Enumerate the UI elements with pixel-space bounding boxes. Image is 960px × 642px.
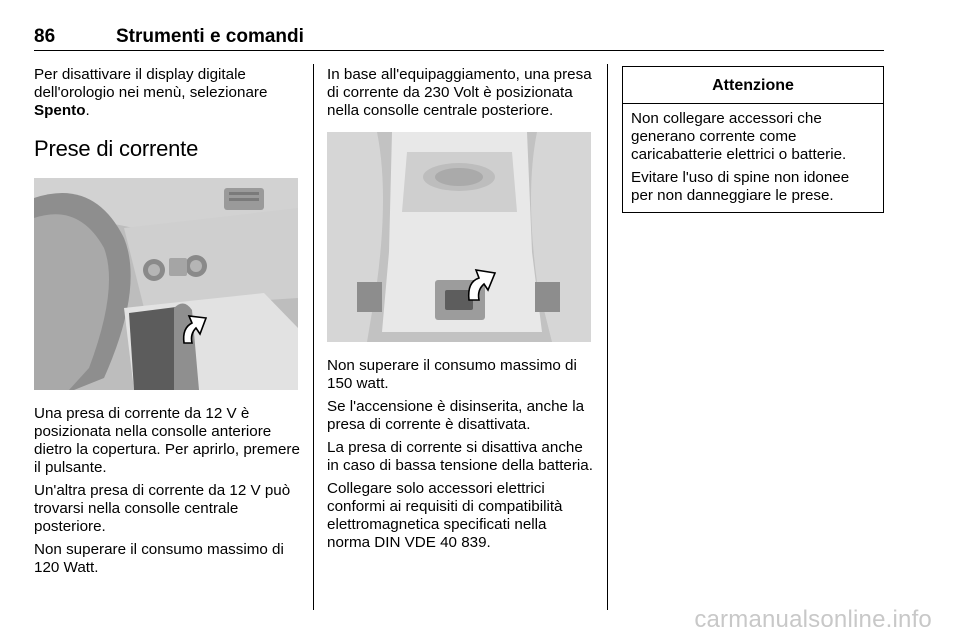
watermark: carmanualsonline.info bbox=[694, 606, 932, 633]
column-3 bbox=[622, 66, 884, 213]
intro-paragraph: Per disattivare il display digitale dell'orologio nei menù, selezionare Spento. bbox=[34, 66, 268, 119]
section-title: Strumenti e comandi bbox=[116, 26, 304, 47]
warning-paragraph: Evitare l'uso di spine non idonee per non danneggiare le prese. bbox=[631, 169, 850, 204]
column-1 bbox=[34, 66, 300, 582]
section-heading: Prese di corrente bbox=[34, 136, 199, 161]
column-divider bbox=[607, 64, 608, 610]
rear-console-socket-illustration bbox=[327, 132, 591, 342]
body-paragraph: Collegare solo accessori elettrici conformi ai requisiti di compatibilità elettromagnetica specificati nella norma DIN VDE 40 839. bbox=[327, 480, 563, 551]
front-console-figure bbox=[34, 178, 298, 390]
body-paragraph: Una presa di corrente da 12 V è posizionata nella consolle anteriore dietro la copertura. Per aprirlo, premere il pulsante. bbox=[34, 405, 300, 476]
warning-box bbox=[622, 66, 884, 213]
page-number: 86 bbox=[34, 26, 56, 47]
front-console-socket-illustration bbox=[34, 178, 298, 390]
body-paragraph: Se l'accensione è disinserita, anche la presa di corrente è disattivata. bbox=[327, 398, 585, 433]
page-header bbox=[34, 24, 884, 51]
warning-paragraph: Non collegare accessori che generano corrente come caricabatterie elettrici o batterie. bbox=[631, 110, 847, 163]
rear-console-figure bbox=[327, 132, 591, 342]
column-2 bbox=[327, 66, 593, 557]
body-paragraph: Un'altra presa di corrente da 12 V può trovarsi nella consolle centrale posteriore. bbox=[34, 482, 291, 535]
body-paragraph: Non superare il consumo massimo di 150 watt. bbox=[327, 357, 577, 392]
body-paragraph: Non superare il consumo massimo di 120 Watt. bbox=[34, 541, 284, 576]
column-divider bbox=[313, 64, 314, 610]
warning-title: Attenzione bbox=[623, 67, 883, 104]
body-paragraph: La presa di corrente si disattiva anche in caso di bassa tensione della batteria. bbox=[327, 439, 593, 474]
intro-paragraph: In base all'equipaggiamento, una presa di corrente da 230 Volt è posizionata nella consolle centrale posteriore. bbox=[327, 66, 592, 119]
menu-option-spento: Spento bbox=[34, 102, 86, 119]
